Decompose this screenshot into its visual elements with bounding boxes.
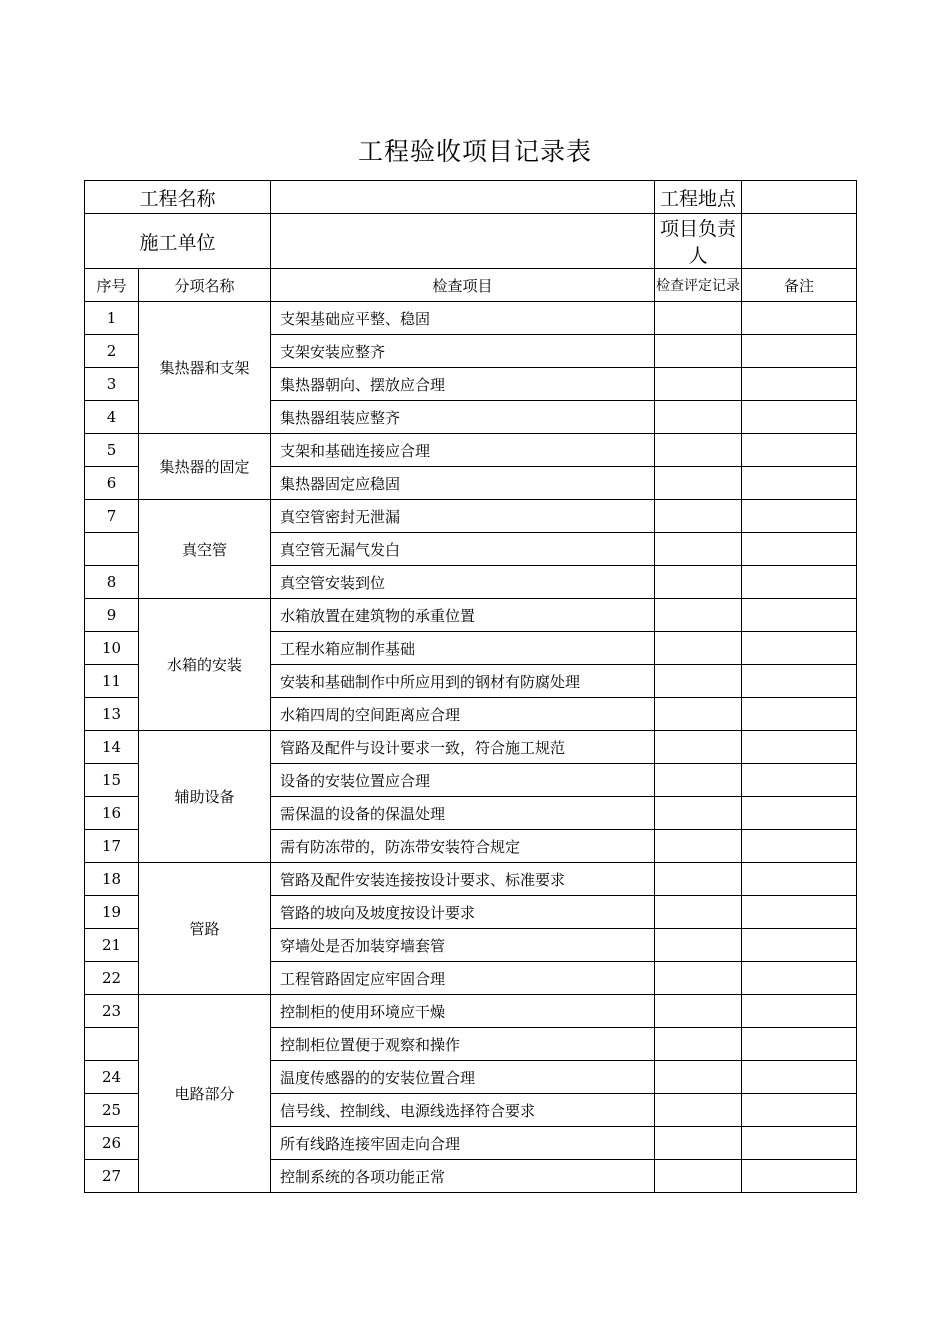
table-row bbox=[85, 500, 857, 533]
remarks-cell[interactable] bbox=[742, 566, 857, 599]
remarks-cell[interactable] bbox=[742, 665, 857, 698]
remarks-cell[interactable] bbox=[742, 599, 857, 632]
record-cell[interactable] bbox=[655, 599, 742, 632]
construction-unit-row bbox=[85, 214, 857, 269]
remarks-cell[interactable] bbox=[742, 698, 857, 731]
record-cell[interactable] bbox=[655, 368, 742, 401]
record-cell[interactable] bbox=[655, 863, 742, 896]
row-number: 6 bbox=[85, 467, 139, 500]
inspection-item: 真空管安装到位 bbox=[271, 566, 655, 599]
inspection-item: 设备的安装位置应合理 bbox=[271, 764, 655, 797]
inspection-item: 水箱四周的空间距离应合理 bbox=[271, 698, 655, 731]
remarks-cell[interactable] bbox=[742, 929, 857, 962]
remarks-cell[interactable] bbox=[742, 731, 857, 764]
inspection-item: 支架基础应平整、稳固 bbox=[271, 302, 655, 335]
remarks-cell[interactable] bbox=[742, 632, 857, 665]
remarks-cell[interactable] bbox=[742, 434, 857, 467]
record-cell[interactable] bbox=[655, 302, 742, 335]
remarks-cell[interactable] bbox=[742, 896, 857, 929]
row-number: 21 bbox=[85, 929, 139, 962]
row-number: 8 bbox=[85, 566, 139, 599]
record-cell[interactable] bbox=[655, 830, 742, 863]
row-number: 16 bbox=[85, 797, 139, 830]
row-number bbox=[85, 533, 139, 566]
row-number: 18 bbox=[85, 863, 139, 896]
table-row bbox=[85, 995, 857, 1028]
col-header-record: 检查评定记录 bbox=[655, 269, 742, 302]
row-number: 27 bbox=[85, 1160, 139, 1193]
inspection-item: 需有防冻带的，防冻带安装符合规定 bbox=[271, 830, 655, 863]
inspection-item: 所有线路连接牢固走向合理 bbox=[271, 1127, 655, 1160]
remarks-cell[interactable] bbox=[742, 1094, 857, 1127]
row-number: 17 bbox=[85, 830, 139, 863]
table-row bbox=[85, 731, 857, 764]
inspection-item: 集热器朝向、摆放应合理 bbox=[271, 368, 655, 401]
row-number: 4 bbox=[85, 401, 139, 434]
record-cell[interactable] bbox=[655, 566, 742, 599]
category-name: 集热器的固定 bbox=[139, 434, 271, 500]
remarks-cell[interactable] bbox=[742, 1127, 857, 1160]
inspection-item: 工程管路固定应牢固合理 bbox=[271, 962, 655, 995]
remarks-cell[interactable] bbox=[742, 995, 857, 1028]
record-cell[interactable] bbox=[655, 467, 742, 500]
row-number: 26 bbox=[85, 1127, 139, 1160]
row-number: 7 bbox=[85, 500, 139, 533]
table-row bbox=[85, 863, 857, 896]
project-name-field[interactable] bbox=[271, 181, 655, 214]
col-header-no: 序号 bbox=[85, 269, 139, 302]
inspection-item: 支架安装应整齐 bbox=[271, 335, 655, 368]
category-name: 真空管 bbox=[139, 500, 271, 599]
record-cell[interactable] bbox=[655, 665, 742, 698]
col-header-remarks: 备注 bbox=[742, 269, 857, 302]
record-cell[interactable] bbox=[655, 797, 742, 830]
construction-unit-label: 施工单位 bbox=[85, 214, 271, 269]
row-number: 11 bbox=[85, 665, 139, 698]
inspection-item: 水箱放置在建筑物的承重位置 bbox=[271, 599, 655, 632]
inspection-item: 真空管密封无泄漏 bbox=[271, 500, 655, 533]
row-number: 23 bbox=[85, 995, 139, 1028]
inspection-item: 支架和基础连接应合理 bbox=[271, 434, 655, 467]
inspection-item: 安装和基础制作中所应用到的钢材有防腐处理 bbox=[271, 665, 655, 698]
record-cell[interactable] bbox=[655, 1094, 742, 1127]
col-header-item: 检查项目 bbox=[271, 269, 655, 302]
inspection-item: 管路及配件安装连接按设计要求、标准要求 bbox=[271, 863, 655, 896]
record-cell[interactable] bbox=[655, 896, 742, 929]
row-number: 19 bbox=[85, 896, 139, 929]
remarks-cell[interactable] bbox=[742, 335, 857, 368]
inspection-table bbox=[84, 180, 857, 1193]
remarks-cell[interactable] bbox=[742, 302, 857, 335]
remarks-cell[interactable] bbox=[742, 863, 857, 896]
record-cell[interactable] bbox=[655, 1160, 742, 1193]
table-row bbox=[85, 434, 857, 467]
project-location-label: 工程地点 bbox=[655, 181, 742, 214]
project-location-field[interactable] bbox=[742, 181, 857, 214]
table-row bbox=[85, 599, 857, 632]
record-cell[interactable] bbox=[655, 1127, 742, 1160]
record-cell[interactable] bbox=[655, 500, 742, 533]
construction-unit-field[interactable] bbox=[271, 214, 655, 269]
category-name: 管路 bbox=[139, 863, 271, 995]
inspection-item: 信号线、控制线、电源线选择符合要求 bbox=[271, 1094, 655, 1127]
column-header-row bbox=[85, 269, 857, 302]
project-name-row bbox=[85, 181, 857, 214]
row-number: 22 bbox=[85, 962, 139, 995]
inspection-item: 管路及配件与设计要求一致，符合施工规范 bbox=[271, 731, 655, 764]
remarks-cell[interactable] bbox=[742, 467, 857, 500]
record-cell[interactable] bbox=[655, 698, 742, 731]
record-cell[interactable] bbox=[655, 533, 742, 566]
category-name: 电路部分 bbox=[139, 995, 271, 1193]
record-cell[interactable] bbox=[655, 929, 742, 962]
row-number: 14 bbox=[85, 731, 139, 764]
row-number bbox=[85, 1028, 139, 1061]
inspection-item: 工程水箱应制作基础 bbox=[271, 632, 655, 665]
row-number: 13 bbox=[85, 698, 139, 731]
remarks-cell[interactable] bbox=[742, 1061, 857, 1094]
inspection-item: 温度传感器的的安装位置合理 bbox=[271, 1061, 655, 1094]
row-number: 3 bbox=[85, 368, 139, 401]
row-number: 9 bbox=[85, 599, 139, 632]
page-title: 工程验收项目记录表 bbox=[357, 137, 592, 166]
remarks-cell[interactable] bbox=[742, 962, 857, 995]
row-number: 10 bbox=[85, 632, 139, 665]
row-number: 2 bbox=[85, 335, 139, 368]
record-cell[interactable] bbox=[655, 401, 742, 434]
record-cell[interactable] bbox=[655, 1028, 742, 1061]
row-number: 1 bbox=[85, 302, 139, 335]
record-cell[interactable] bbox=[655, 764, 742, 797]
project-lead-field[interactable] bbox=[742, 214, 857, 269]
remarks-cell[interactable] bbox=[742, 797, 857, 830]
remarks-cell[interactable] bbox=[742, 830, 857, 863]
inspection-item: 控制系统的各项功能正常 bbox=[271, 1160, 655, 1193]
record-cell[interactable] bbox=[655, 1061, 742, 1094]
table-row bbox=[85, 302, 857, 335]
category-name: 辅助设备 bbox=[139, 731, 271, 863]
remarks-cell[interactable] bbox=[742, 401, 857, 434]
row-number: 5 bbox=[85, 434, 139, 467]
row-number: 15 bbox=[85, 764, 139, 797]
project-name-label: 工程名称 bbox=[85, 181, 271, 214]
inspection-item: 穿墙处是否加装穿墙套管 bbox=[271, 929, 655, 962]
project-lead-label: 项目负责人 bbox=[655, 214, 742, 269]
remarks-cell[interactable] bbox=[742, 368, 857, 401]
category-name: 集热器和支架 bbox=[139, 302, 271, 434]
inspection-item: 真空管无漏气发白 bbox=[271, 533, 655, 566]
inspection-item: 集热器固定应稳固 bbox=[271, 467, 655, 500]
inspection-item: 集热器组装应整齐 bbox=[271, 401, 655, 434]
row-number: 24 bbox=[85, 1061, 139, 1094]
remarks-cell[interactable] bbox=[742, 764, 857, 797]
inspection-item: 控制柜的使用环境应干燥 bbox=[271, 995, 655, 1028]
remarks-cell[interactable] bbox=[742, 500, 857, 533]
remarks-cell[interactable] bbox=[742, 1028, 857, 1061]
record-cell[interactable] bbox=[655, 434, 742, 467]
record-cell[interactable] bbox=[655, 632, 742, 665]
record-cell[interactable] bbox=[655, 962, 742, 995]
remarks-cell[interactable] bbox=[742, 1160, 857, 1193]
record-cell[interactable] bbox=[655, 335, 742, 368]
inspection-item: 需保温的设备的保温处理 bbox=[271, 797, 655, 830]
col-header-category: 分项名称 bbox=[139, 269, 271, 302]
remarks-cell[interactable] bbox=[742, 533, 857, 566]
record-cell[interactable] bbox=[655, 995, 742, 1028]
row-number: 25 bbox=[85, 1094, 139, 1127]
category-name: 水箱的安装 bbox=[139, 599, 271, 731]
inspection-item: 管路的坡向及坡度按设计要求 bbox=[271, 896, 655, 929]
inspection-item: 控制柜位置便于观察和操作 bbox=[271, 1028, 655, 1061]
record-cell[interactable] bbox=[655, 731, 742, 764]
